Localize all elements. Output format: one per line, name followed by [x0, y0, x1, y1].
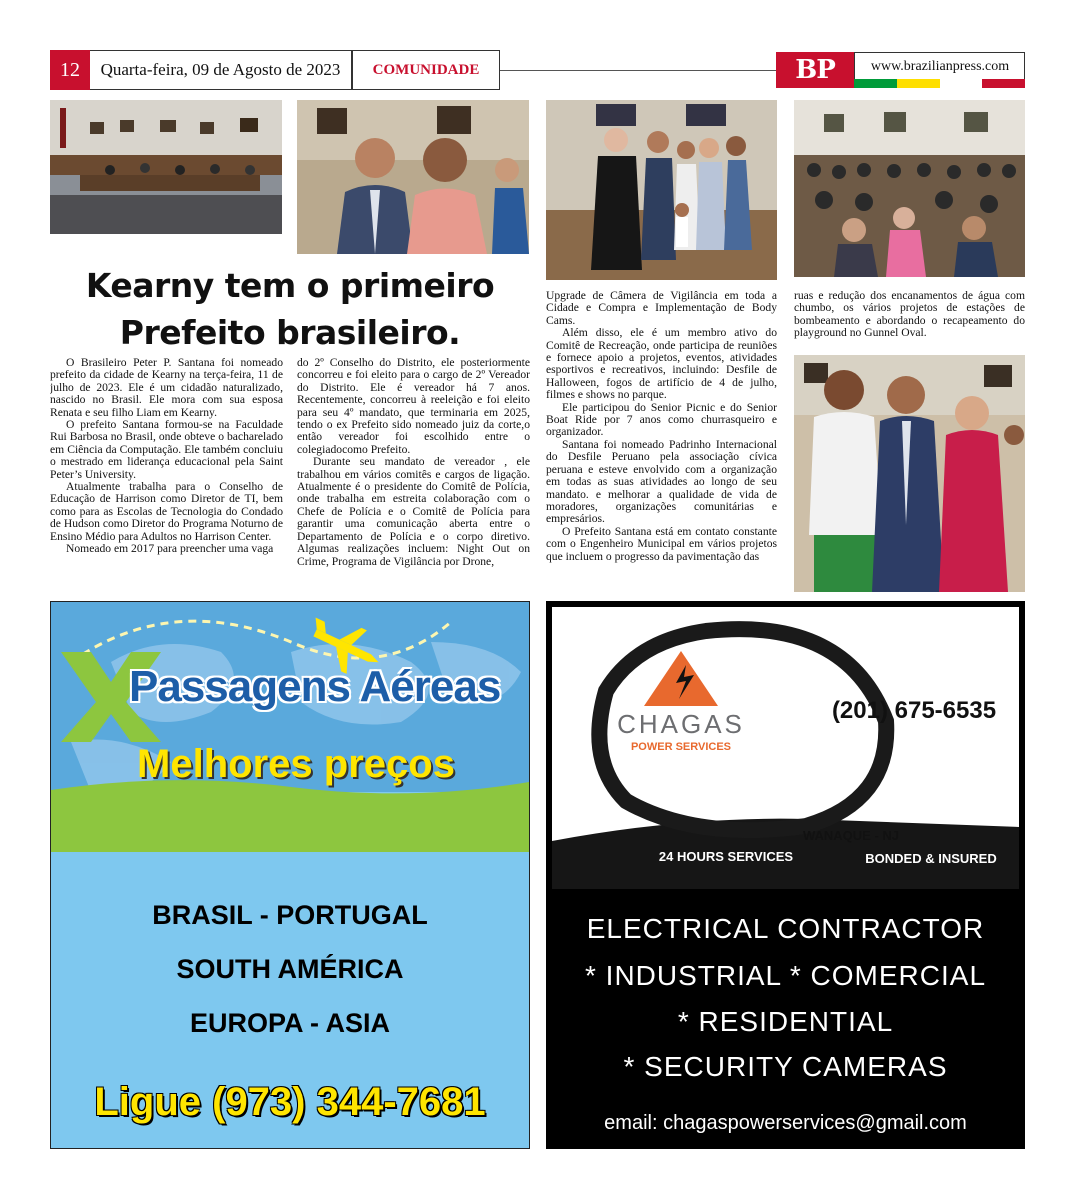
paragraph: Santana foi nomeado Padrinho Internacional do Desfile Peruano pela associação cívica peruana e esteve envolvido com a organização em todas as suas atividades ao longo de seu mandato. e melhorar a qualidade de vida de moradores, organizações comunitárias e empresários.	[546, 437, 777, 526]
ad-chagas-service: * SECURITY CAMERAS	[623, 1051, 948, 1082]
article-column-4	[794, 290, 1025, 350]
photo-mayor-group	[794, 355, 1025, 592]
ad-passagens-title: Passagens Aéreas	[129, 662, 501, 711]
flag-stripe	[854, 79, 1025, 88]
article-column-3	[546, 290, 777, 595]
ad-passagens-phone[interactable]: Ligue (973) 344-7681	[94, 1080, 486, 1124]
ad-passagens-subtitle: Melhores preços	[137, 742, 455, 786]
article-column-1	[50, 357, 283, 595]
logo-text: BP	[795, 55, 835, 85]
ad-passagens-aereas[interactable]	[50, 601, 530, 1149]
paragraph: do 2º Conselho do Distrito, ele posteriormente concorreu e foi eleito para o cargo de 2º Vereador do Distrito. Ele é vereador há 7 anos. Recentemente, concorreu à reeleição e foi eleito para seu 4º mandato, que terminaria em 2025, tendo o ex Prefeito sido nomeado juiz da corte,o então vereador foi escolhido entre o colegiadocomo Prefeito.	[297, 357, 530, 456]
website-link[interactable]: www.brazilianpress.com	[870, 59, 1010, 74]
ad-passagens-destination: SOUTH AMÉRICA	[176, 954, 404, 984]
ad-chagas-phone[interactable]: (201) 675-6535	[831, 697, 997, 724]
ad-chagas-email[interactable]: email: chagaspowerservices@gmail.com	[604, 1112, 967, 1134]
paragraph: Além disso, ele é um membro ativo do Comitê de Recreação, onde participa de reuniões e fornece apoio a projetos, eventos, atividades esportivos e recreativos, incluindo: Desfile de Halloween, fogos de artifício de 4 de julho, filmes e shows no parque.	[546, 326, 777, 402]
paragraph: Durante seu mandato de vereador , ele trabalhou em vários comitês e cargos de ligação. Atualmente é o presidente do Comitê de Polícia, onde trabalha em estreita colaboração com o Chefe de Polícia e o Comitê de Polícia para garantir uma comunicação aberta entre o Departamento de Polícia e o corpo diretivo. Algumas realizações incluem: Night Out on Crime, Programa de Vigilância por Drone,	[297, 455, 530, 568]
ad-chagas-tagline: POWER SERVICES	[630, 741, 732, 753]
photo-council-chamber	[50, 100, 282, 234]
paragraph: Nomeado em 2017 para preencher uma vaga	[66, 542, 274, 556]
paragraph: O Prefeito Santana está em contato constante com o Engenheiro Municipal em vários projetos que incluem o progresso da pavimentação das	[546, 524, 777, 563]
ad-chagas-hours: 24 HOURS SERVICES	[658, 849, 794, 864]
ad-chagas-company-name: CHAGAS	[617, 709, 745, 739]
photo-swearing-in	[546, 100, 777, 280]
article-headline: Kearny tem o primeiro Prefeito brasileiro.	[85, 266, 495, 352]
ad-chagas-location: WANAQUE - NJ	[802, 828, 900, 843]
paragraph: Upgrade de Câmera de Vigilância em toda a Cidade e Compra e Implementação de Body Cams.	[546, 290, 777, 327]
ad-chagas-bonded: BONDED & INSURED	[865, 851, 997, 866]
paragraph: O prefeito Santana formou-se na Faculdade Rui Barbosa no Brasil, onde obteve o bacharelado em Ciência da Computação. Ele também concluiu o mestrado em liderança educacional pela Saint Peter’s University.	[50, 418, 283, 481]
ad-chagas-service: * INDUSTRIAL * COMERCIAL	[584, 960, 987, 991]
page-number: 12	[50, 50, 90, 90]
section-label[interactable]: COMUNIDADE	[352, 50, 500, 90]
photo-audience	[794, 100, 1025, 277]
paragraph: Atualmente trabalha para o Conselho de Educação de Harrison como Diretor de TI, bem como para as Escolas de Tecnologia do Condado de Hudson como Diretor do Programa Noturno de Ensino Médio para Adultos no Harrison Center.	[50, 480, 283, 543]
paragraph: ruas e redução dos encanamentos de água com chumbo, os vários projetos de estações de bombeamento e abordando o recapeamento do playground no Gunnel Oval.	[794, 290, 1025, 340]
paragraph: O Brasileiro Peter P. Santana foi nomeado prefeito da cidade de Kearny na terça-feira, 11 de julho de 2023. Ele é um cidadão naturalizado, nascido no Brasil. Ele mora com sua esposa Renata e seu filho Liam em Kearny.	[50, 357, 283, 419]
ad-chagas-power-services[interactable]	[546, 601, 1025, 1149]
photo-mayor-with-supporter	[297, 100, 529, 254]
brazilian-press-logo[interactable]	[776, 52, 854, 88]
ad-chagas-service: * RESIDENTIAL	[677, 1006, 894, 1037]
ad-chagas-service: ELECTRICAL CONTRACTOR	[586, 913, 985, 944]
article-column-2	[297, 357, 530, 595]
ad-passagens-destination: BRASIL - PORTUGAL	[152, 900, 428, 930]
issue-date: Quarta-feira, 09 de Agosto de 2023	[90, 50, 352, 90]
ad-passagens-destination: EUROPA - ASIA	[189, 1008, 390, 1038]
paragraph: Ele participou do Senior Picnic e do Senior Boat Ride por 7 anos como churrasqueiro e organizador.	[546, 400, 777, 439]
